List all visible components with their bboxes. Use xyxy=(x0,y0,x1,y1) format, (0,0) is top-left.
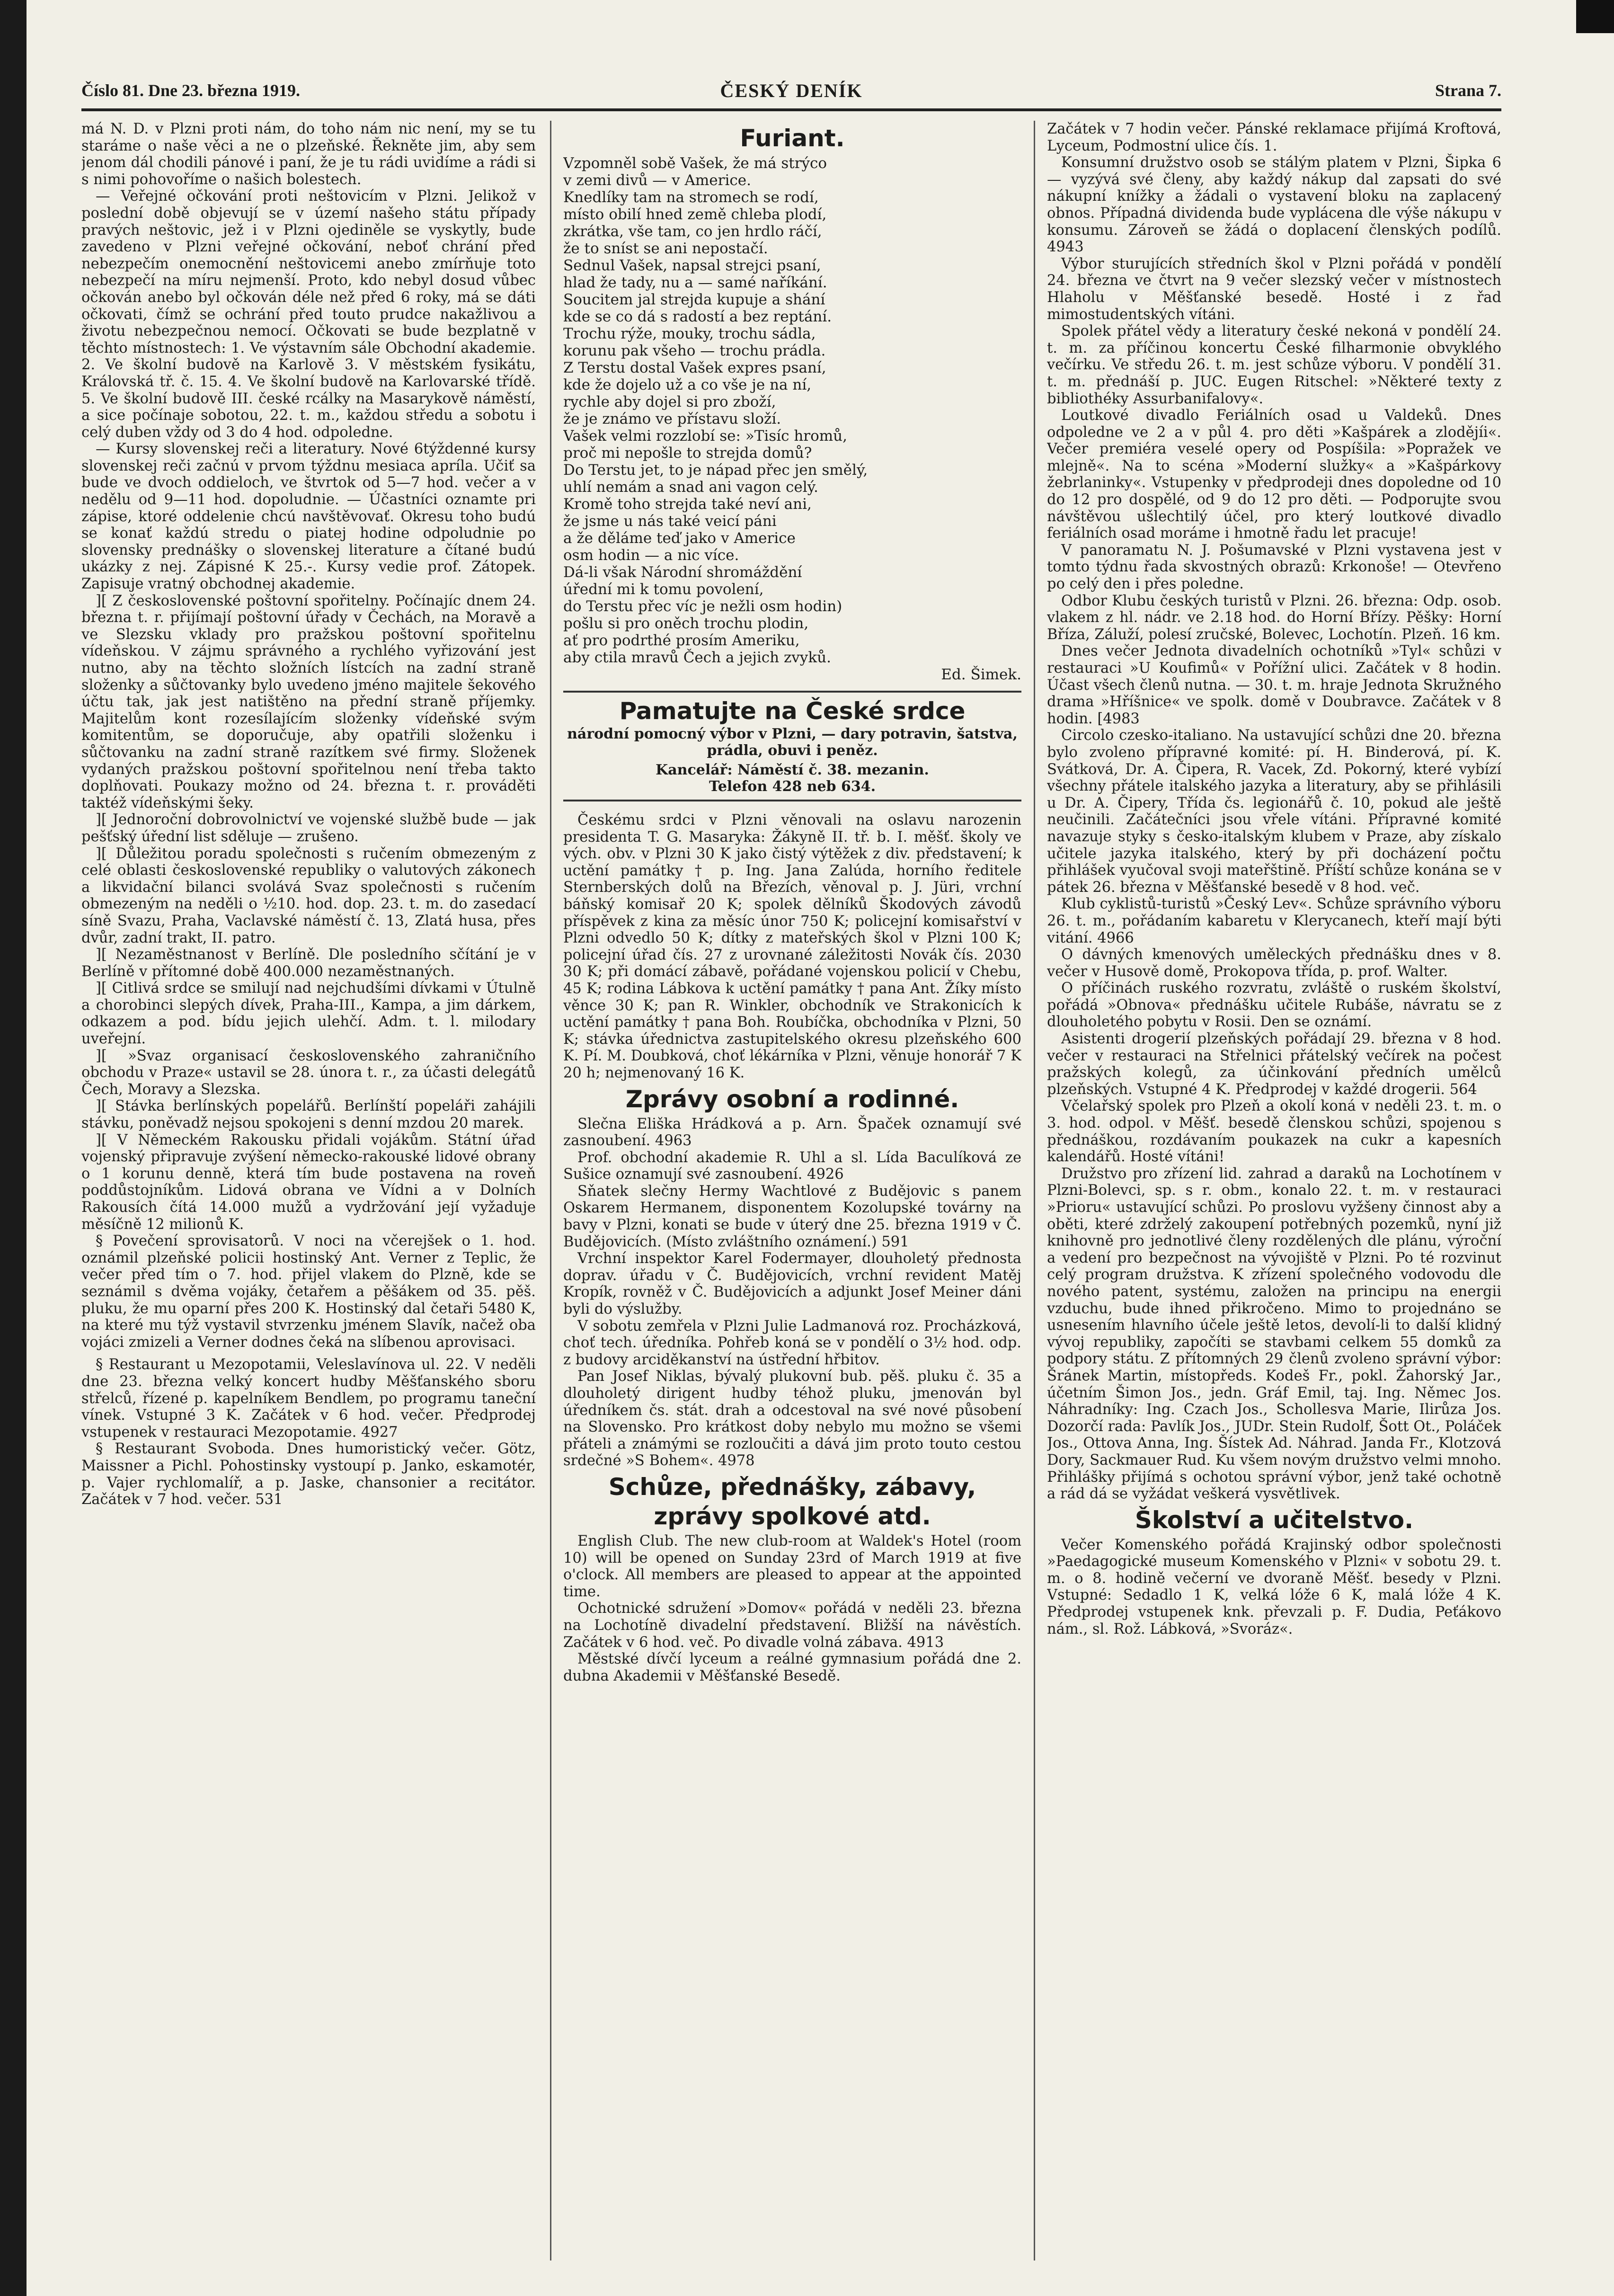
article: ][ Důležitou poradu společnosti s ručením obmezeným z celé oblasti československé republiky o valutových zákonech a likvidační bilanci svolává Svaz společnosti s ručením obmezeným na neděli o ½10. hod. dop. 23. t. m. do zasedací síně Svazu, Praha, Vaclavské náměstí č. 13, Zlatá husa, přes dvůr, zadní trakt, II. patro. xyxy=(81,845,536,946)
notice: English Club. The new club-room at Waldek's Hotel (room 10) will be opened on Sunday 23rd of March 1919 at five o'clock. All members are pleased to appear at the appointed time. xyxy=(563,1532,1021,1600)
article: — Veřejné očkování proti neštovicím v Plzni. Jelikož v poslední době objevují se v území našeho státu případy pravých neštovic, jež i v Plzni ojediněle se vyskytly, bude zavedeno v Plzni veřejné očkování, neboť chrání před nebezpečím onemocnění neštovicemi anebo zmírňuje toto nebezpečí na míru nejmenší. Proto, kdo nebyl dosud vůbec očkován anebo byl očkován déle než před 6 roky, má se dáti očkovati, čímž se ochrání před touto prudce nakažlivou a životu nebezpečnou nemocí. Očkovati se bude bezplatně v těchto místnostech: 1. Ve výstavním sále Obchodní akademie. 2. Ve školní budově na Karlově 3. V městském fysikátu, Královská tř. č. 15. 4. Ve školní budově na Karlovarské třídě. 5. Ve školní budově III. české rcálky na Masarykově náměstí, a sice počínaje sobotou, 22. t. m., každou středu a sobotu i celý duben vždy od 3 do 4 hod. odpoledne. xyxy=(81,188,536,441)
article: ][ »Svaz organisací československého zahraničního obchodu v Praze« ustavil se 28. února t. r., za účasti delegátů Čech, Moravy a Slezska. xyxy=(81,1047,536,1098)
box-office: Kancelář: Náměstí č. 38. mezanin. xyxy=(656,762,929,778)
poem-line: Dá-li však Národní shromáždění xyxy=(563,564,802,581)
poem-line: hlad že tady, nu a — samé naříkání. xyxy=(563,274,827,291)
notice: O příčinách ruského rozvratu, zvláště o ruském školství, pořádá »Obnova« přednášku učitele Rubáše, návratu se z dlouholetého pobytu v Rosii. Den se oznámí. xyxy=(1047,980,1501,1031)
poem-line: Soucitem jal strejda kupuje a shání xyxy=(563,291,825,308)
poem-line: rychle aby dojel si pro zboží, xyxy=(563,393,776,410)
poem-line: kde že dojelo už a co vše je na ní, xyxy=(563,376,812,393)
ceske-srdce-box xyxy=(563,691,1021,801)
notice: Loutkové divadlo Feriálních osad u Valdeků. Dnes odpoledne ve 2 a v půl 4. pro děti »Kašpárek a zlodějíi«. Večer premiéra veselé opery od Pospíšila: »Popražek ve mlejně«. Na to scéna »Moderní služky« a »Kašpárkovy žebrlaninky«. Vstupenky v předprodeji dnes dopoledne od 10 do 12 pro dospělé, od 9 do 12 pro děti. — Podporujte svou návštěvou ušlechtilý účel, pro který loutkové divadlo feriálních osad moráme i hmotně řadu let pracuje! xyxy=(1047,407,1501,542)
scan-border-corner xyxy=(1576,0,1614,33)
article: § Povečení sprovisatorů. V noci na včerejšek o 1. hod. oznámil plzeňské policii hostinský Ant. Verner z Teplic, že večer před tím o 7. hod. přijel vlakem do Plzně, kde se seznámil s dvěma vojáky, četařem a pěšákem od 35. pěš. pluku, že mu oparní přes 200 K. Hostinský dal četaři 5480 K, na které mu týž vystavil stvrzenku jménem Slavík, načež oba vojáci zmizeli a Verner dodnes čeká na slíbenou aprovisaci. xyxy=(81,1233,536,1351)
column-1 xyxy=(81,121,536,2275)
poem-line: že to sníst se ani nepostačí. xyxy=(563,240,768,257)
box-subtitle: národní pomocný výbor v Plzni, — dary potravin, šatstva, prádla, obuvi i peněz. xyxy=(567,726,1018,759)
notice: Začátek v 7 hodin večer. Pánské reklamace přijímá Kroftová, Lyceum, Podmostní ulice čís. 1. xyxy=(1047,121,1501,154)
poem-line: Z Terstu dostal Vašek expres psaní, xyxy=(563,359,826,376)
article: ][ Citlivá srdce se smilují nad nejchudšími dívkami v Útulně a chorobinci slepých dívek, Praha-III., Kampa, a jim dárkem, odkazem a pod. bídu jejich ulehčí. Adm. t. l. milodary uveřejní. xyxy=(81,980,536,1048)
poem-line: do Terstu přec víc je nežli osm hodin) xyxy=(563,598,842,615)
notice: V panoramatu N. J. Pošumavské v Plzni vystavena jest v tomto týdnu řada skvostných obrazů: Krkonoše! — Otevřeno po celý den i přes poledne. xyxy=(1047,542,1501,593)
poem-line: ať pro podrthé prosím Ameriku, xyxy=(563,632,800,649)
notice: Circolo czesko-italiano. Na ustavující schůzi dne 20. března bylo zvoleno přípravné komité: pí. H. Binderová, pí. K. Svátková, Dr. A. Čipera, R. Vacek, Zd. Pokorný, které vybízí všechny přátele italského jazyka a literatury, aby se přihlásili u Dr. A. Čipery, Třída čs. legionářů č. 10, pokud ale ještě neučinili. Začátečníci jsou vřele vítáni. Přípravné komité navazuje styky s česko-italským klubem v Praze, aby získalo učitele jazyka italského, který by při docházení počtu přihlášek vyučoval svoji mateřštině. Příští schůze konána se v pátek 26. března v Měšťanské besedě v 8 hod. več. xyxy=(1047,727,1501,896)
scan-border-left xyxy=(0,0,27,2296)
section-heading: Zprávy osobní a rodinné. xyxy=(625,1085,959,1113)
poem-line: zkrátka, vše tam, co jen hrdlo ráčí, xyxy=(563,223,822,240)
notice: V sobotu zemřela v Plzni Julie Ladmanová roz. Procházková, choť tech. úředníka. Pohřeb koná se v pondělí o 3½ hod. odp. z budovy arciděkanství na ústřední hřbitov. xyxy=(563,1317,1021,1368)
notice: Klub cyklistů-turistů »Český Lev«. Schůze správního výboru 26. t. m., pořádaním kabaretu v Klerycanech, kteří mají býti vitání. 4966 xyxy=(1047,896,1501,946)
notice: Odbor Klubu českých turistů v Plzni. 26. března: Odp. osob. vlakem z hl. nádr. ve 2.18 hod. do Horní Břízy. Pěšky: Horní Bříza, Záluží, polesí zručské, Bolevec, Lochotín. Plzeň. 16 km. xyxy=(1047,592,1501,643)
notice: Večer Komenského pořádá Krajinský odbor společnosti »Paedagogické museum Komenského v Plzni« v sobotu 29. t. m. o 8. hodině večerní ve dvoraně Měšť. besedy v Plzni. Vstupné: Sedadlo 1 K, velká lóže 6 K, malá lóže 4 K. Předprodej vstupenek knk. převzali p. F. Dudia, Peťákovo nám., sl. Rož. Lábková, »Svoráz«. xyxy=(1047,1536,1501,1637)
box-title: Pamatujte na České srdce xyxy=(619,697,966,725)
notice: Asistenti drogerií plzeňských pořádají 29. března v 8 hod. večer v restauraci na Střelnici přátelský večírek na počest pražských kolegů, za účinkování předních umělců plzeňských. Vstupné 4 K. Předprodej v každé drogerii. 564 xyxy=(1047,1031,1501,1098)
poem-line: korunu pak všeho — trochu prádla. xyxy=(563,342,826,359)
article: ][ Jednoroční dobrovolnictví ve vojenské službě bude — jak pešťský úřední list sděluje — zrušeno. xyxy=(81,811,536,845)
poem-line: Kromě toho strejda také neví ani, xyxy=(563,496,812,513)
poem-line: v zemi divů — v Americe. xyxy=(563,172,751,189)
article: ][ Stávka berlínských popelářů. Berlínští popeláři zahájili stávku, poněvadž nejsou spokojeni s denní mzdou 20 marek. xyxy=(81,1098,536,1132)
section-heading: Schůze, přednášky, zábavy, zprávy spolkové atd. xyxy=(608,1473,976,1530)
poem-line: Do Terstu jet, to je nápad přec jen smělý, xyxy=(563,462,868,479)
article: ][ V Německém Rakousku přidali vojákům. Státní úřad vojenský připravuje zvýšení německo-rakouské lidové obrany o 1 korunu denně, která tím bude postavena na roveň poddůstojníkům. Lidová obrana ve Vídni a v Dolních Rakousích čítá 14.000 mužů a vydržování její vyžaduje měsíčně 12 milionů K. xyxy=(81,1131,536,1233)
notice: Slečna Eliška Hrádková a p. Arn. Špaček oznamují své zasnoubení. 4963 xyxy=(563,1115,1021,1149)
article: — Kursy slovenskej reči a literatury. Nové 6týždenné kursy slovenskej reči začnú v prvom týždnu mesiaca apríla. Učiť sa bude ve dvoch oddieloch, ve štvrtok od 5—7 hod. večer a v nedělu od 9—11 hod. dopoludnie. — Účastníci oznamte pri zápise, ktoré oddelenie chcú navštěvovať. Okresu toho budú se konať každú stredu o piatej hodine odpoludnie po slovensky prednášky o slovenskej literature a čítané budú ukázky z nej. Zápisné K 25.-. Kursy vedie prof. Zátopek. Zapisuje vratný obchodnej akademie. xyxy=(81,441,536,593)
poem-line: proč mi nepošle to strejda domů? xyxy=(563,445,812,462)
notice: Městské dívčí lyceum a reálné gymnasium pořádá dne 2. dubna Akademii v Měšťanské Besedě. xyxy=(563,1651,1021,1684)
poem-line: úřední mi k tomu povolení, xyxy=(563,581,764,598)
notice: Ochotnické sdružení »Domov« pořádá v neděli 23. března na Lochotíně divadelní představení. Bližší na návěstích. Začátek v 6 hod. več. Po divadle volná zábava. 4913 xyxy=(563,1600,1021,1651)
notice: Včelařský spolek pro Plzeň a okolí koná v neděli 23. t. m. o 3. hod. odpol. v Měšť. besedě členskou schůzi, spojenou s přednáškou, rozdávaním poukazek na cukr a kapesních kalendářů. Hosté vítáni! xyxy=(1047,1098,1501,1166)
poem-line: aby ctila mravů Čech a jejich zvyků. xyxy=(563,649,831,666)
notice: Družstvo pro zřízení lid. zahrad a daraků na Lochotínem v Plzni-Bolevci, sp. s r. obm., konalo 22. t. m. v restauraci »Prioru« ustavující schůzi. Po proslovu vyžšeny činnost aby a oběti, které zdrželý zakoupení potřebných pozemků, nyní již knihovně pro jednotlivé členy rozdělených dle plánu, výroční a vedení pro bezpečnost na vývojiště v Plzni. Po té rozvinut celý program družstva. K zřízení společného vodovodu dle nového patent, systému, založen na principu na energii vzduchu, bude ihned přikročeno. Mimo to projednáno se usnesením hlavního účele ještě letos, devolí-li to další klidný vývoj republiky, započíti se stavbami celkem 55 domků za podpory státu. Z přítomných 29 členů zvoleno správní výbor: Šránek Martin, místopředs. Kodeš Fr., pokl. Žahorský Jar., účetním Šimon Jos., jedn. Gráf Emil, taj. Ing. Němec Jos. Náhradníky: Ing. Czach Jos., Schollesva Marie, Ilirůza Jos. Dozorčí rada: Pavlík Jos., JUDr. Stein Rudolf, Šott Ot., Poláček Jos., Ottova Anna, Ing. Šístek Ad. Náhrad. Janda Fr., Klotzová Dory, Sackmauer Rud. Ku všem novým družstvo velmi mnoho. Přihlášky přijímá s ochotou správní výbor, jenž také ochotně a rád dá se vyžádat veškerá vysvětlivek. xyxy=(1047,1165,1501,1503)
column-2 xyxy=(563,121,1021,2275)
poem-line: kde se co dá s radostí a bez reptání. xyxy=(563,308,832,325)
poem-title: Furiant. xyxy=(740,125,845,152)
notice: Sňatek slečny Hermy Wachtlové z Budějovic s panem Oskarem Hermanem, disponentem Kozolupské továrny na bavy v Plzni, konati se bude v úterý dne 25. března 1919 v Č. Budějovicích. (Místo zvláštního oznámení.) 591 xyxy=(563,1183,1021,1250)
poem xyxy=(563,155,1021,683)
section-heading: Školství a učitelstvo. xyxy=(1135,1506,1414,1534)
column-3 xyxy=(1047,121,1501,2275)
article: ][ Nezaměstnanost v Berlíně. Dle posledního sčítání je v Berlíně v přítomné době 400.000 nezaměstnaných. xyxy=(81,946,536,980)
advert: § Restaurant u Mezopotamii, Veleslavínova ul. 22. V neděli dne 23. března velký koncert hudby Měšťanského sboru střelců, řízené p. kapelníkem Bendlem, po programu taneční vínek. Vstupné 3 K. Začátek v 6 hod. večer. Předprodej vstupenek v restauraci Mezopotamie. 4927 xyxy=(81,1356,536,1441)
poem-line: Sednul Vašek, napsal strejci psaní, xyxy=(563,257,821,274)
poem-line: Knedlíky tam na stromech se rodí, xyxy=(563,189,819,206)
poem-line: že je známo ve přístavu složí. xyxy=(563,410,781,427)
notice: Prof. obchodní akademie R. Uhl a sl. Lída Baculíková ze Sušice oznamují své zasnoubení. 4926 xyxy=(563,1149,1021,1183)
advert: § Restaurant Svoboda. Dnes humoristický večer. Götz, Maissner a Pichl. Pohostinsky vystoupí p. Janko, eskamotér, p. Vajer rychlomalíř, a p. Jaske, chansonier a recitátor. Začátek v 7 hod. večer. 531 xyxy=(81,1441,536,1508)
poem-line: Trochu rýže, mouky, trochu sádla, xyxy=(563,325,816,342)
poem-line: Vašek velmi rozzlobí se: »Tisíc hromů, xyxy=(563,427,848,445)
poem-line: osm hodin — a nic více. xyxy=(563,547,739,564)
article: Českému srdci v Plzni věnovali na oslavu narozenin presidenta T. G. Masaryka: Žákyně II. tř. b. I. měšť. školy ve vých. obv. v Plzni 30 K jako čistý výtěžek z div. představení; k uctění památky † p. Ing. Jana Zalúda, horního ředitele Sternberských dolů na Březích, věnoval p. J. Jüri, vrchní báňský komisař 20 K; spolek dělníků Škodových závodů příspěvek z kina za měsíc únor 750 K; policejní komisařství v Plzni odvedlo 50 K; dítky z mateřských škol v Plzni 100 K; policejní úřad čís. 27 z urovnané záležitosti Novák čís. 2030 30 K; při domácí zábavě, pořádané vojenskou policií v Chebu, 45 K; rodina Lábkova k uctění památky † pana Ant. Žíky místo věnce 30 K; pan R. Winkler, obchodník ve Strakonicích k uctění památky † pana Boh. Roubíčka, obchodníka v Plzni, 50 K; stávka úřednictva zastupitelského okresu plzeňského 600 K. Pí. M. Doubková, choť lékárníka v Plzni, věnuje honorář 7 K 20 h; nejmenovaný 16 K. xyxy=(563,812,1021,1081)
box-phone: Telefon 428 neb 634. xyxy=(709,778,876,795)
newspaper-title: ČESKÝ DENÍK xyxy=(720,80,863,101)
poem-line: uhlí nemám a snad ani vagon celý. xyxy=(563,479,818,496)
page-header xyxy=(81,71,1501,107)
poem-line: pošlu si pro oněch trochu plodin, xyxy=(563,615,809,632)
notice: Vrchní inspektor Karel Fodermayer, dlouholetý přednosta doprav. úřadu v Č. Budějovicích, vrchní revident Matěj Kropík, rovněž v Č. Budějovicích a adjunkt Josef Meiner dáni byli do výslužby. xyxy=(563,1250,1021,1318)
article: má N. D. v Plzni proti nám, do toho nám nic není, my se tu staráme o naše věci a ne o plzeňské. Řekněte jim, aby sem jenom dál chodili pánové i paní, že je tu rádi uvidíme a rádi si s nimi pohovoříme o našich bolestech. xyxy=(81,121,536,188)
columns xyxy=(81,121,1501,2275)
issue-info: Číslo 81. Dne 23. března 1919. xyxy=(81,81,300,100)
notice: Pan Josef Niklas, bývalý plukovní bub. pěš. pluku č. 35 a dlouholetý dirigent hudby téhož pluku, jmenován byl úředníkem čs. stát. drah a odcestoval na své nové působení na Slovensko. Pro krátkost doby nebylo mu možno se všemi přáteli a známými se rozloučiti a dává jim proto touto cestou srdečné »S Bohem«. 4978 xyxy=(563,1368,1021,1469)
notice: O dávných kmenových uměleckých přednášku dnes v 8. večer v Husově domě, Prokopova třída, p. prof. Walter. xyxy=(1047,946,1501,980)
header-rule xyxy=(81,108,1501,111)
poem-signature: Ed. Šimek. xyxy=(941,666,1021,683)
poem-line: místo obilí hned země chleba plodí, xyxy=(563,206,827,223)
article: ][ Z československé poštovní spořitelny. Počínajíc dnem 24. března t. r. přijímají poštovní úřady v Čechách, na Moravě a ve Slezsku vklady pro pražskou poštovní spořitelnu vídeňskou. V zájmu správného a rychlého vyřizování jest nutno, aby na těchto složních lístcích na zadní straně složenky a sůčtovanky bylo uvedeno jméno majitele šekového účtu tak, jak jest natištěno na přední straně příjemky. Majitelům kont rozesílajícím složenky vídeňské svým komitentům, se doporučuje, aby opatřili složenku i sůčtovanku na zadní straně razítkem své firmy. Složenek vydaných pražskou poštovní spořitelnou není třeba takto doplňovati. Poukazy možno od 24. března t. r. prováděti taktéž vídeňskými šeky. xyxy=(81,592,536,811)
page-number: Strana 7. xyxy=(1435,81,1501,100)
notice: Dnes večer Jednota divadelních ochotníků »Tyl« schůzi v restauraci »U Koufimů« v Pořížní ulici. Začátek v 8 hodin. Účast všech členů nutna. — 30. t. m. hraje Jednota Skružného drama »Hříšnice« ve spolk. domě v Doubravce. Začátek v 8 hodin. [4983 xyxy=(1047,643,1501,727)
poem-line: Vzpomněl sobě Vašek, že má strýco xyxy=(563,155,827,172)
poem-line: že jsme u nás také veicí páni xyxy=(563,513,777,530)
notice: Spolek přátel vědy a literatury české nekoná v pondělí 24. t. m. za příčinou koncertu České filharmonie obvyklého večírku. Ve středu 26. t. m. jest schůze výboru. V pondělí 31. t. m. přednáší p. JUC. Eugen Ritschel: »Některé texty z bibliothéky Assurbanifalovy«. xyxy=(1047,323,1501,407)
poem-line: a že děláme teď jako v Americe xyxy=(563,530,796,547)
newspaper-page xyxy=(81,71,1501,1684)
notice: Konsumní družstvo osob se stálým platem v Plzni, Šipka 6 — vyzývá své členy, aby každý nákup dal zapsati do své nákupní knížky a žádali o vystavení bloku na zaplacený obnos. Případná dividenda bude vyplácena dle výše nákupu v konsumu. Zároveň se žádá o doplacení členských podílů. 4943 xyxy=(1047,154,1501,256)
notice: Výbor sturujících středních škol v Plzni pořádá v pondělí 24. března ve čtvrt na 9 večer slezský večer v místnostech Hlaholu v Měšťanské besedě. Hosté i z řad mimostudentských vítáni. xyxy=(1047,255,1501,323)
